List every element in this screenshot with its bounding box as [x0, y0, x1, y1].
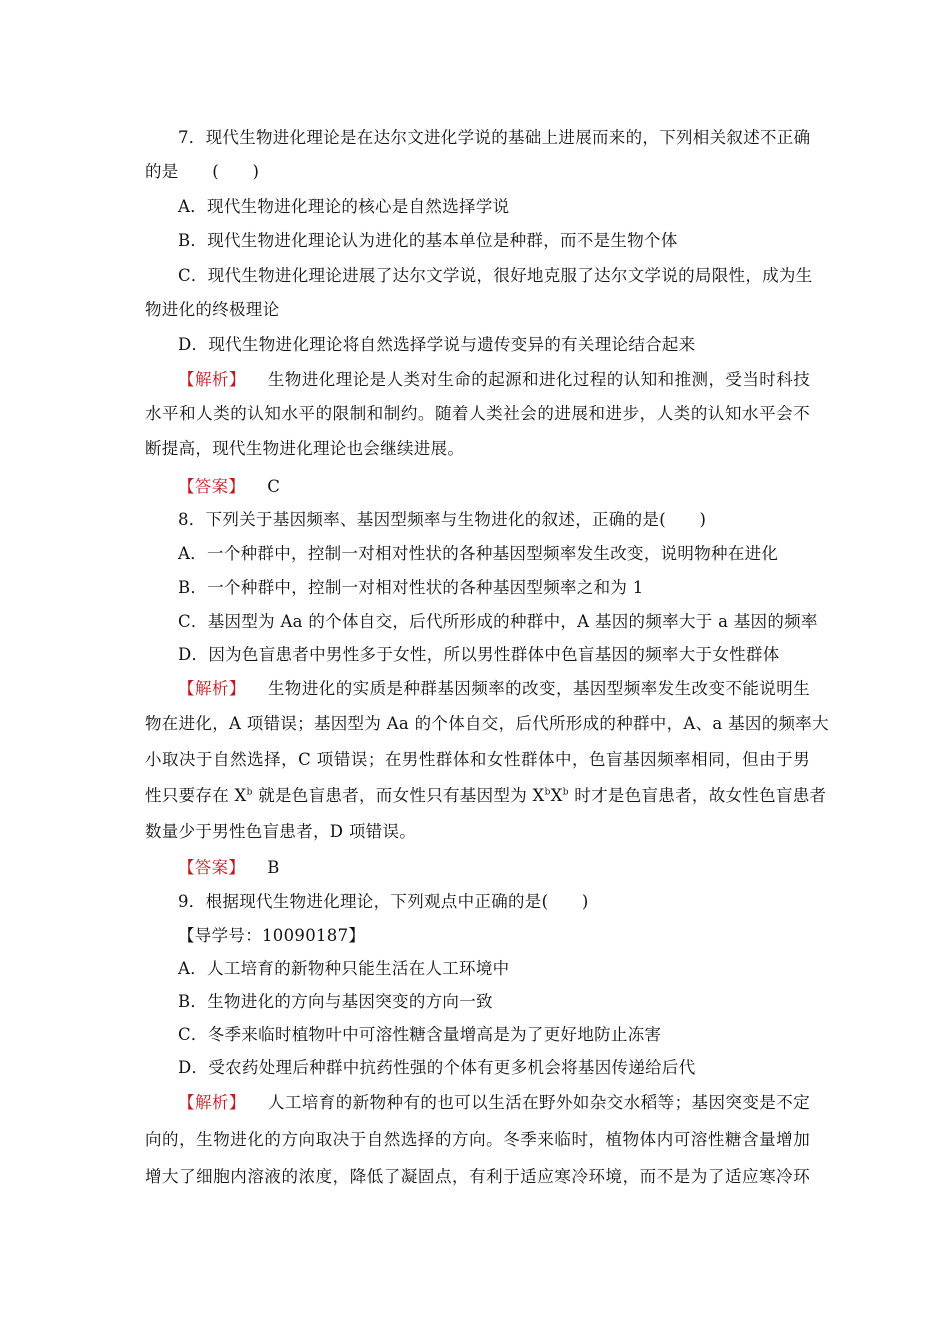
q9-guide-number: 【导学号：10090187】	[178, 926, 366, 945]
q7-option-c-line2: 物进化的终极理论	[145, 300, 280, 319]
q9-option-a: A．人工培育的新物种只能生活在人工环境中	[178, 959, 510, 978]
q7-option-d: D．现代生物进化理论将自然选择学说与遗传变异的有关理论结合起来	[178, 335, 696, 354]
q8-answer-tag: 【答案】	[178, 858, 246, 877]
q8-option-b: B．一个种群中，控制一对相对性状的各种基因型频率之和为 1	[178, 578, 644, 597]
q8-stem: 8．下列关于基因频率、基因型频率与生物进化的叙述，正确的是( )	[178, 510, 707, 529]
sup-b-1: b	[246, 787, 253, 798]
q8-analysis-text1: 生物进化的实质是种群基因频率的改变，基因型频率发生改变不能说明生	[267, 679, 810, 698]
q8-analysis-line3: 小取决于自然选择，C 项错误；在男性群体和女性群体中，色盲基因频率相同，但由于男	[145, 750, 810, 769]
q9-analysis-line3: 增大了细胞内溶液的浓度，降低了凝固点，有利于适应寒冷环境，而不是为了适应寒冷环	[145, 1167, 810, 1186]
q7-analysis-line3: 断提高，现代生物进化理论也会继续进展。	[145, 439, 465, 458]
q8-analysis-line5: 数量少于男性色盲患者，D 项错误。	[145, 822, 417, 841]
q8-analysis-text4d: 时才是色盲患者，故女性色盲患者	[568, 786, 827, 805]
q7-option-b: B．现代生物进化理论认为进化的基本单位是种群，而不是生物个体	[178, 231, 678, 250]
q8-option-c: C．基因型为 Aa 的个体自交，后代所形成的种群中，A 基因的频率大于 a 基因的频率	[178, 612, 818, 631]
q8-analysis-line2: 物在进化，A 项错误；基因型为 Aa 的个体自交，后代所形成的种群中，A、a 基因的频率大	[145, 714, 829, 733]
q8-option-d: D．因为色盲患者中男性多于女性，所以男性群体中色盲基因的频率大于女性群体	[178, 645, 780, 664]
q8-analysis-text4b: 就是色盲患者，而女性只有基因型为 X	[252, 786, 545, 805]
q8-analysis-tag: 【解析】	[178, 679, 246, 698]
q8-answer-line	[178, 856, 810, 880]
q9-analysis-line2: 向的，生物进化的方向取决于自然选择的方向。冬季来临时，植物体内可溶性糖含量增加	[145, 1130, 810, 1149]
q9-option-b: B．生物进化的方向与基因突变的方向一致	[178, 992, 493, 1011]
q7-option-a: A．现代生物进化理论的核心是自然选择学说	[178, 197, 510, 216]
q9-analysis-text1: 人工培育的新物种有的也可以生活在野外如杂交水稻等；基因突变是不定	[267, 1093, 810, 1112]
q8-analysis-line4	[145, 784, 827, 808]
q9-stem: 9．根据现代生物进化理论，下列观点中正确的是( )	[178, 892, 589, 911]
q7-answer-value: C	[267, 477, 281, 496]
q7-option-c-line1: C．现代生物进化理论进展了达尔文学说，很好地克服了达尔文学说的局限性，成为生	[178, 266, 813, 285]
sup-b-3: b	[562, 787, 569, 798]
q7-analysis-text1: 生物进化理论是人类对生命的起源和进化过程的认知和推测，受当时科技	[267, 370, 810, 389]
q8-answer-value: B	[267, 858, 280, 877]
q8-analysis-text4c: X	[550, 786, 563, 805]
q7-answer-line	[178, 475, 810, 499]
q7-stem-line1: 7．现代生物进化理论是在达尔文进化学说的基础上进展而来的，下列相关叙述不正确	[178, 128, 811, 147]
q7-analysis-tag: 【解析】	[178, 370, 246, 389]
q8-option-a: A．一个种群中，控制一对相对性状的各种基因型频率发生改变，说明物种在进化	[178, 544, 779, 563]
q8-analysis-text4a: 性只要存在 X	[145, 786, 247, 805]
q7-stem-line2: 的是 ( )	[145, 162, 260, 181]
q7-answer-tag: 【答案】	[178, 477, 246, 496]
q8-analysis-line1	[178, 677, 810, 701]
q9-analysis-line1	[178, 1091, 810, 1115]
q9-option-c: C．冬季来临时植物叶中可溶性糖含量增高是为了更好地防止冻害	[178, 1025, 662, 1044]
q9-analysis-tag: 【解析】	[178, 1093, 246, 1112]
q7-analysis-line1	[178, 368, 810, 392]
q7-analysis-line2: 水平和人类的认知水平的限制和制约。随着人类社会的进展和进步，人类的认知水平会不	[145, 404, 810, 423]
sup-b-2: b	[544, 787, 551, 798]
q9-option-d: D．受农药处理后种群中抗药性强的个体有更多机会将基因传递给后代	[178, 1058, 696, 1077]
